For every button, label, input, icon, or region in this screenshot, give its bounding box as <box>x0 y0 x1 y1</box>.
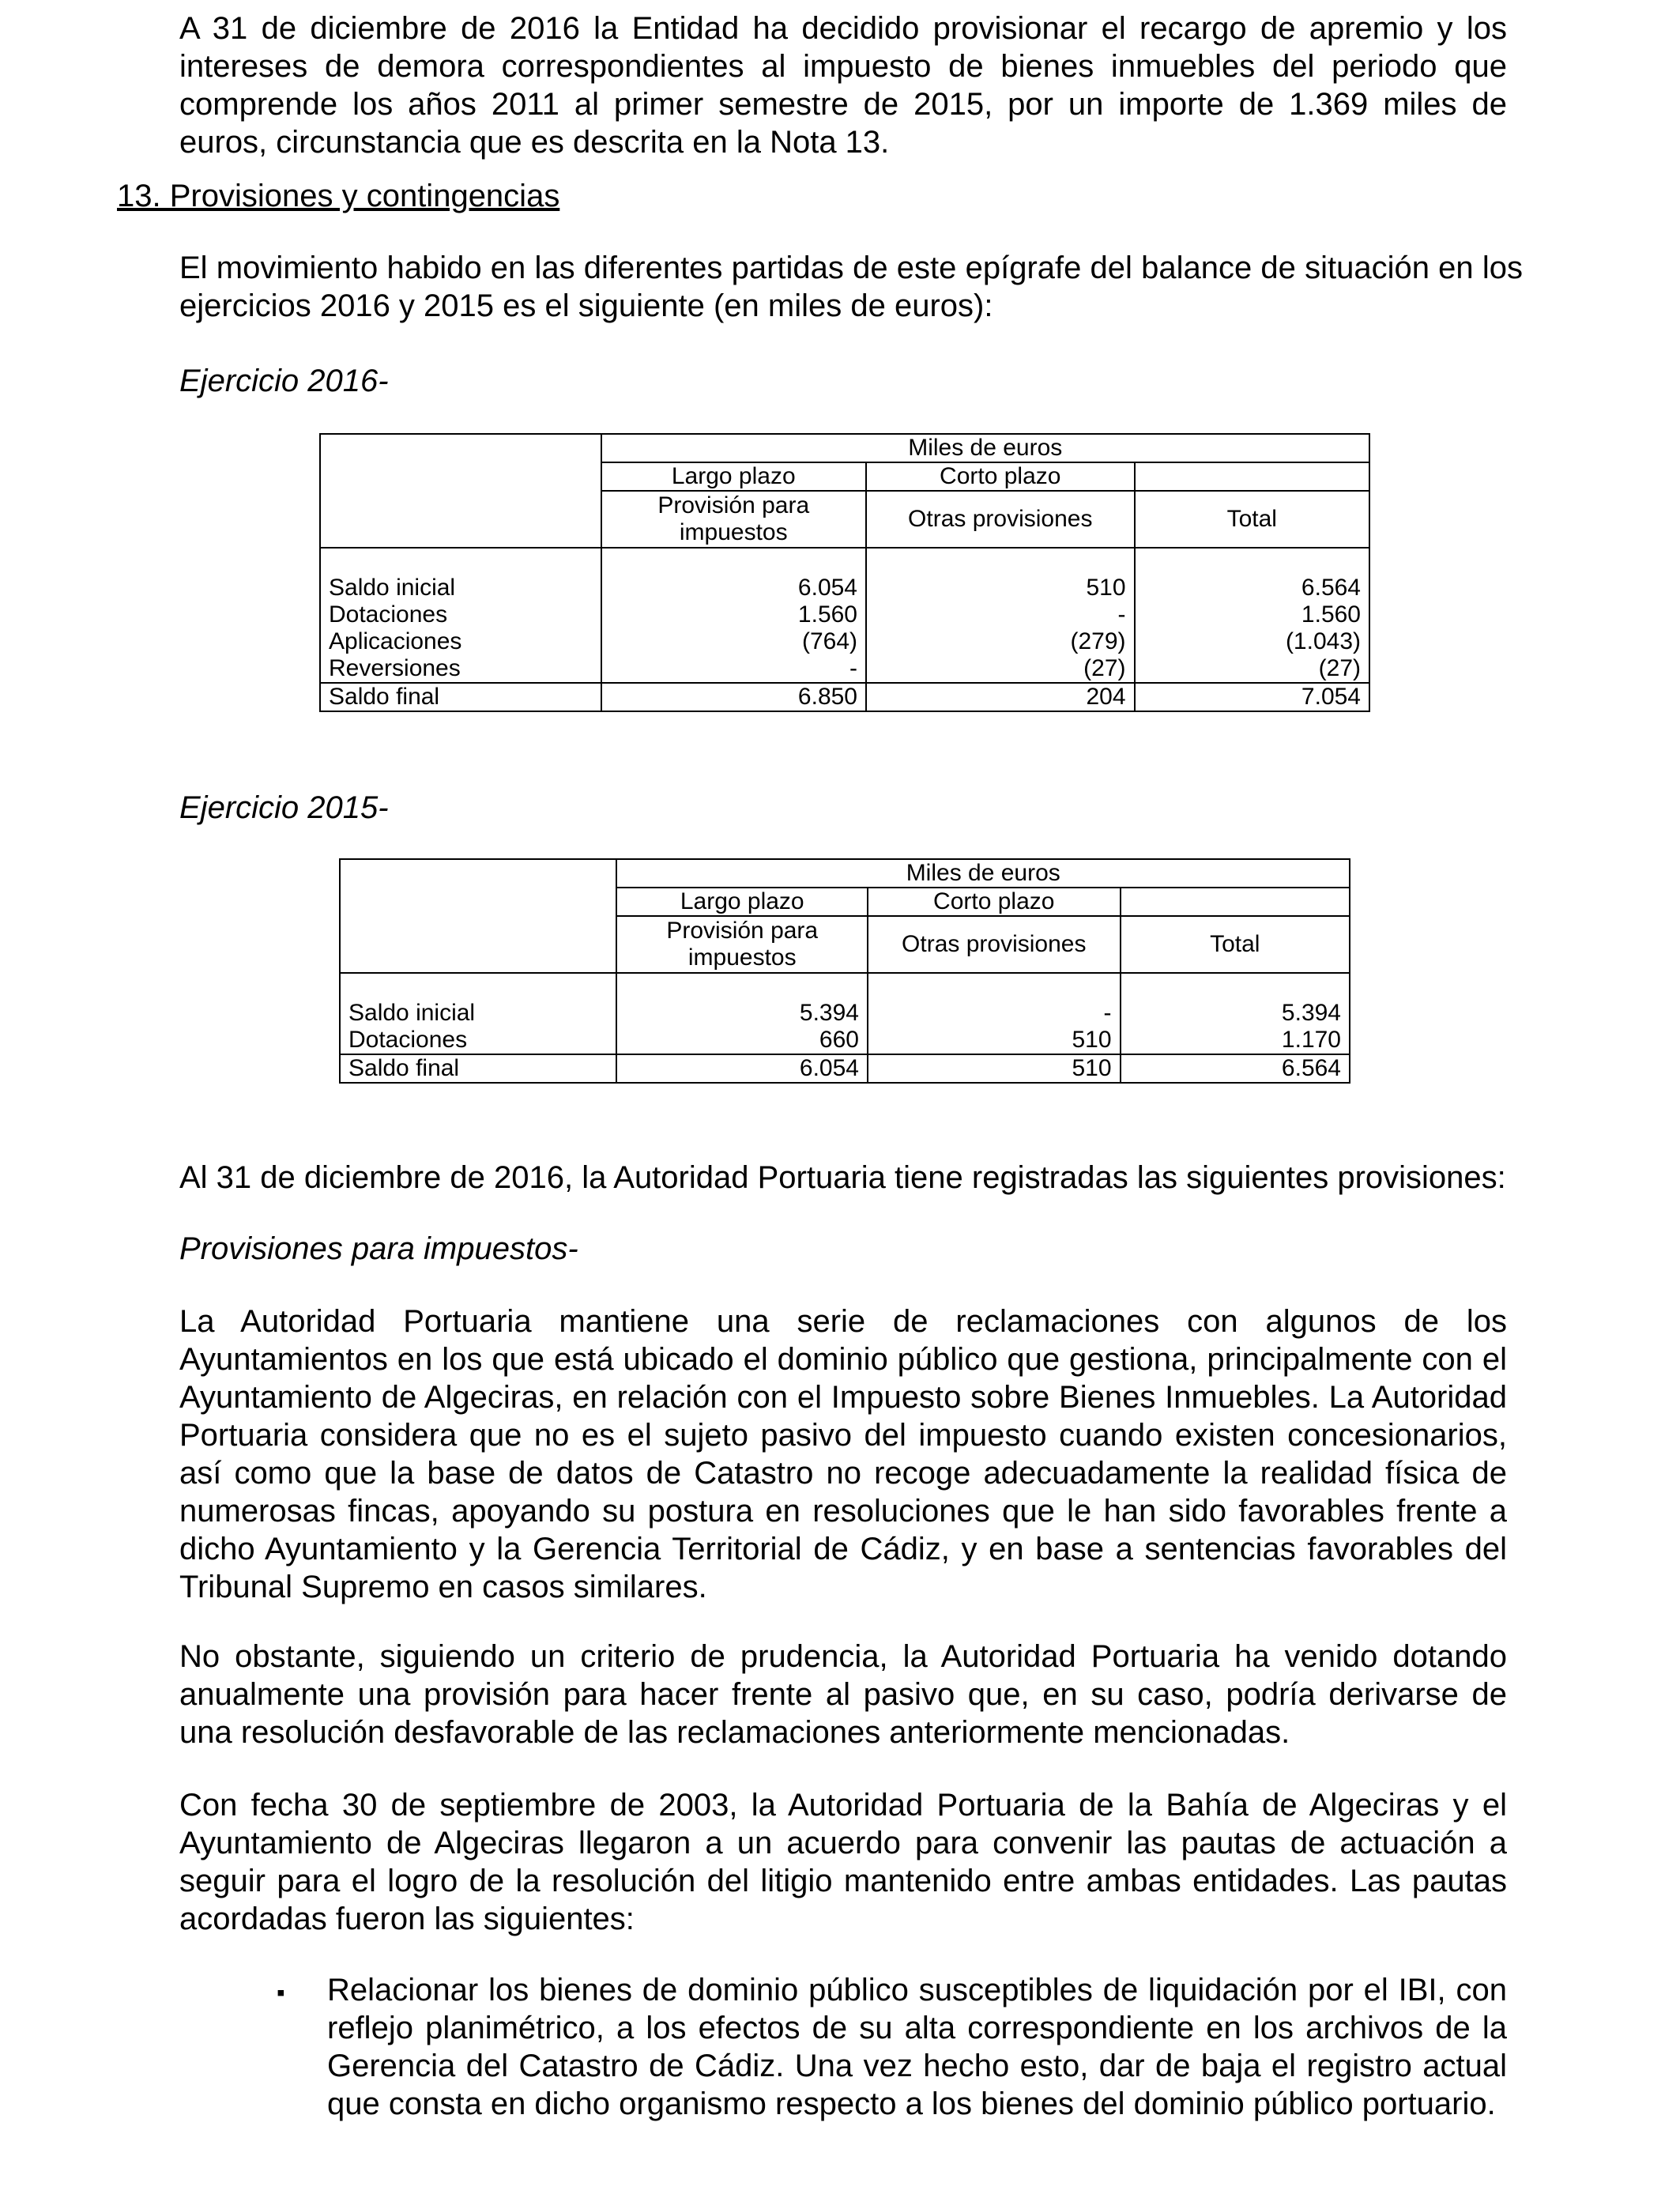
paragraph-movimiento: El movimiento habido en las diferentes partidas de este epígrafe del balance de situación en los ejercicios 2016 y 2015 es el siguiente (en miles de euros): <box>179 251 1523 323</box>
table-corner-cell <box>320 434 601 548</box>
table-row <box>340 1000 1350 1027</box>
header-otras-provisiones: Otras provisiones <box>868 916 1121 973</box>
table-row <box>340 1027 1350 1054</box>
table-row <box>320 628 1369 655</box>
cell-otras: 510 <box>866 575 1135 601</box>
table-ejercicio-2015 <box>339 858 1350 1084</box>
bullet-square-icon: ▪ <box>277 1980 285 2006</box>
cell-total: 1.560 <box>1135 601 1369 628</box>
cell-total: 7.054 <box>1135 683 1369 711</box>
header-largo-plazo: Largo plazo <box>601 462 866 491</box>
table-corner-cell <box>340 859 616 973</box>
header-group: Miles de euros <box>601 434 1369 462</box>
header-group: Miles de euros <box>616 859 1350 888</box>
paragraph-intro: A 31 de diciembre de 2016 la Entidad ha decidido provisionar el recargo de apremio y los intereses de demora correspondientes al impuesto de bienes inmuebles del periodo que comprende los años 2011 al primer semestre de 2015, por un importe de 1.369 miles de euros, circunstancia que es descrita en la Nota 13. <box>179 11 1507 160</box>
header-provision-impuestos: Provisión para impuestos <box>616 916 868 973</box>
row-label: Dotaciones <box>320 601 601 628</box>
cell-total: 6.564 <box>1135 575 1369 601</box>
table-row-total <box>320 683 1369 711</box>
cell-provision: 6.850 <box>601 683 866 711</box>
paragraph-al-31: Al 31 de diciembre de 2016, la Autoridad Portuaria tiene registradas las siguientes provisiones: <box>179 1160 1506 1195</box>
cell-provision: 6.054 <box>616 1054 868 1083</box>
list-item: Relacionar los bienes de dominio público susceptibles de liquidación por el IBI, con reflejo planimétrico, a los efectos de su alta correspondiente en los archivos de la Gerencia del Catastro de Cádiz. Una vez hecho esto, dar de baja el registro actual que consta en dicho organismo respecto a los bienes del dominio público portuario. <box>327 1973 1507 2121</box>
row-label: Saldo final <box>320 683 601 711</box>
cell-provision: 5.394 <box>616 1000 868 1027</box>
cell-total: 5.394 <box>1121 1000 1350 1027</box>
cell-provision: 1.560 <box>601 601 866 628</box>
cell-otras: 204 <box>866 683 1135 711</box>
header-empty-cell <box>1135 462 1369 491</box>
cell-total: 6.564 <box>1121 1054 1350 1083</box>
cell-otras: 510 <box>868 1054 1121 1083</box>
cell-otras: (27) <box>866 655 1135 683</box>
header-otras-provisiones: Otras provisiones <box>866 491 1135 548</box>
row-label: Saldo final <box>340 1054 616 1083</box>
cell-otras: - <box>868 1000 1121 1027</box>
table-row <box>320 601 1369 628</box>
cell-otras: 510 <box>868 1027 1121 1054</box>
cell-total: 1.170 <box>1121 1027 1350 1054</box>
cell-provision: 660 <box>616 1027 868 1054</box>
header-empty-cell <box>1121 888 1350 916</box>
row-label: Saldo inicial <box>340 1000 616 1027</box>
row-label: Aplicaciones <box>320 628 601 655</box>
cell-otras: (279) <box>866 628 1135 655</box>
cell-otras: - <box>866 601 1135 628</box>
cell-provision: - <box>601 655 866 683</box>
header-total: Total <box>1121 916 1350 973</box>
table-row <box>320 575 1369 601</box>
header-corto-plazo: Corto plazo <box>868 888 1121 916</box>
subheading-provisiones-impuestos: Provisiones para impuestos- <box>179 1231 578 1266</box>
header-corto-plazo: Corto plazo <box>866 462 1135 491</box>
header-total: Total <box>1135 491 1369 548</box>
table-row <box>320 655 1369 683</box>
cell-provision: 6.054 <box>601 575 866 601</box>
subheading-ejercicio-2016: Ejercicio 2016- <box>179 364 389 398</box>
row-label: Reversiones <box>320 655 601 683</box>
paragraph-no-obstante: No obstante, siguiendo un criterio de prudencia, la Autoridad Portuaria ha venido dotando anualmente una provisión para hacer frente al pasivo que, en su caso, podría derivarse de una resolución desfavorable de las reclamaciones anteriormente mencionadas. <box>179 1639 1507 1750</box>
cell-provision: (764) <box>601 628 866 655</box>
cell-total: (1.043) <box>1135 628 1369 655</box>
table-ejercicio-2016 <box>319 433 1370 712</box>
row-label: Saldo inicial <box>320 575 601 601</box>
paragraph-la-autoridad: La Autoridad Portuaria mantiene una serie de reclamaciones con algunos de los Ayuntamientos en los que está ubicado el dominio público que gestiona, principalmente con el Ayuntamiento de Algeciras, en relación con el Impuesto sobre Bienes Inmuebles. La Autoridad Portuaria considera que no es el sujeto pasivo del impuesto cuando existen concesionarios, así como que la base de datos de Catastro no recoge adecuadamente la realidad física de numerosas fincas, apoyando su postura en resoluciones que le han sido favorables frente a dicho Ayuntamiento y la Gerencia Territorial de Cádiz, y en base a sentencias favorables del Tribunal Supremo en casos similares. <box>179 1304 1507 1604</box>
cell-total: (27) <box>1135 655 1369 683</box>
table-row-total <box>340 1054 1350 1083</box>
row-label: Dotaciones <box>340 1027 616 1054</box>
section-heading: 13. Provisiones y contingencias <box>117 179 560 213</box>
paragraph-con-fecha: Con fecha 30 de septiembre de 2003, la Autoridad Portuaria de la Bahía de Algeciras y el Ayuntamiento de Algeciras llegaron a un acuerdo para convenir las pautas de actuación a seguir para el logro de la resolución del litigio mantenido entre ambas entidades. Las pautas acordadas fueron las siguientes: <box>179 1788 1507 1936</box>
header-largo-plazo: Largo plazo <box>616 888 868 916</box>
subheading-ejercicio-2015: Ejercicio 2015- <box>179 790 389 825</box>
header-provision-impuestos: Provisión para impuestos <box>601 491 866 548</box>
